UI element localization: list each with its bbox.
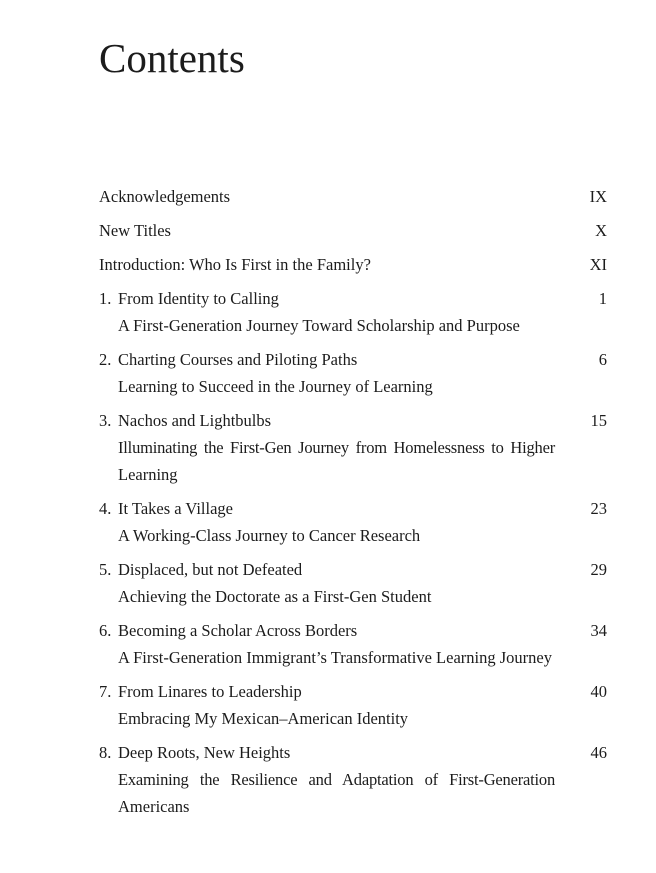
entry-subtitle: Learning to Succeed in the Journey of Learning [118,377,433,396]
table-of-contents [99,183,607,820]
entry-page-number: IX [589,187,607,206]
entry-title: Becoming a Scholar Across Borders [118,621,358,640]
toc-entry-chapter-8 [99,739,607,820]
toc-entry-introduction [99,251,607,278]
entry-subtitle: Embracing My Mexican–American Identity [118,709,409,728]
entry-title: Acknowledgements [99,187,231,206]
page-title: Contents [99,35,245,81]
toc-entry-new-titles [99,217,607,244]
entry-subtitle: Americans [118,797,190,816]
entry-page-number: 15 [590,411,607,430]
toc-entry-chapter-3 [99,407,607,488]
entry-page-number: 23 [590,499,607,518]
toc-entry-chapter-1 [99,285,607,339]
entry-number: 5. [99,560,112,579]
entry-subtitle: A First-Generation Immigrant’s Transformative Learning Journey [118,648,552,667]
entry-page-number: 29 [590,560,607,579]
toc-entry-chapter-2 [99,346,607,400]
entry-number: 8. [99,743,112,762]
entry-page-number: 40 [590,682,607,701]
entry-number: 1. [99,289,112,308]
entry-number: 6. [99,621,112,640]
entry-page-number: XI [589,255,607,274]
entry-page-number: X [595,221,607,240]
entry-number: 4. [99,499,112,518]
toc-entry-chapter-6 [99,617,607,671]
entry-page-number: 46 [590,743,607,762]
entry-subtitle: Learning [118,465,178,484]
entry-subtitle: A First-Generation Journey Toward Scholarship and Purpose [118,316,520,335]
entry-title: New Titles [99,221,171,240]
entry-subtitle: Achieving the Doctorate as a First-Gen Student [118,587,432,606]
entry-title: It Takes a Village [118,499,234,518]
entry-page-number: 34 [590,621,607,640]
entry-page-number: 6 [598,350,607,369]
entry-subtitle: Illuminating the First-Gen Journey from Homelessness to Higher [118,438,555,457]
entry-title: Introduction: Who Is First in the Family? [99,255,371,274]
entry-title: Deep Roots, New Heights [118,743,291,762]
entry-title: Displaced, but not Defeated [118,560,303,579]
entry-page-number: 1 [598,289,607,308]
toc-entry-chapter-7 [99,678,607,732]
entry-title: From Linares to Leadership [118,682,302,701]
entry-subtitle: A Working-Class Journey to Cancer Research [118,526,421,545]
entry-number: 7. [99,682,112,701]
entry-title: Charting Courses and Piloting Paths [118,350,358,369]
entry-number: 2. [99,350,112,369]
toc-entry-acknowledgements [99,183,607,210]
entry-title: From Identity to Calling [118,289,279,308]
entry-subtitle: Examining the Resilience and Adaptation of First-Generation [118,770,555,789]
entry-number: 3. [99,411,112,430]
toc-entry-chapter-5 [99,556,607,610]
toc-entry-chapter-4 [99,495,607,549]
entry-title: Nachos and Lightbulbs [118,411,272,430]
